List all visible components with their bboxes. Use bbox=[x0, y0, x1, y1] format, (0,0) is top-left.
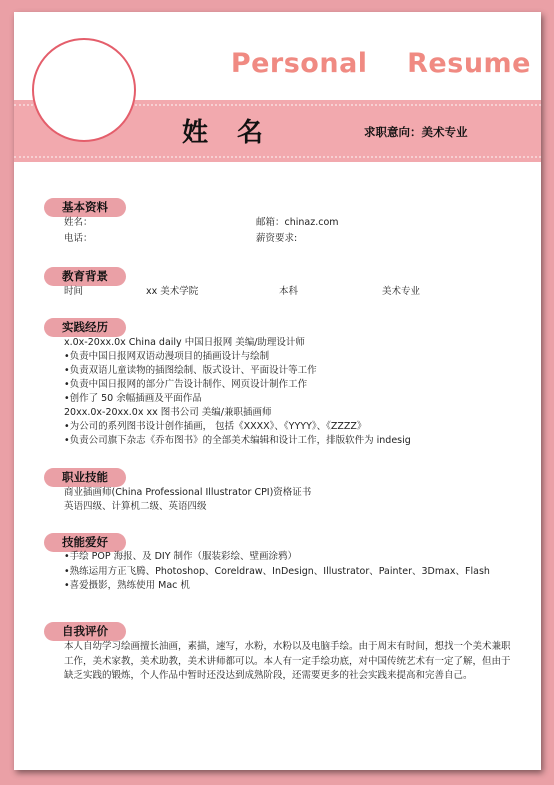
resume-page bbox=[14, 12, 541, 770]
job-objective: 求职意向：美术专业 bbox=[364, 125, 468, 139]
education-school: xx 美术学院 bbox=[146, 286, 199, 297]
candidate-name: 姓 名 bbox=[182, 118, 274, 148]
hobbies-line: •熟练运用方正飞腾、Photoshop、Coreldraw、InDesign、Illustrator、Painter、3Dmax、Flash bbox=[64, 566, 490, 577]
basic-email: 邮箱：chinaz.com bbox=[256, 217, 339, 228]
experience-line: •负责中国日报网的部分广告设计制作、网页设计制作工作 bbox=[64, 379, 308, 390]
basic-name-label: 姓名： bbox=[64, 217, 93, 228]
resume-title: Personal Resume bbox=[230, 48, 531, 79]
skills-line: 商业插画师(China Professional Illustrator CPI)资格证书 bbox=[64, 487, 312, 498]
banner-dotted-border-bottom bbox=[14, 156, 541, 158]
experience-line: •负责双语儿童读物的插图绘制、版式设计、平面设计等工作 bbox=[64, 365, 317, 376]
avatar-photo-frame bbox=[32, 38, 136, 142]
skills-line: 英语四级、计算机二级、英语四级 bbox=[64, 501, 207, 512]
experience-line: 20xx.0x-20xx.0x xx 图书公司 美编/兼职插画师 bbox=[64, 407, 272, 418]
experience-line: x.0x-20xx.0x China daily 中国日报网 美编/助理设计师 bbox=[64, 337, 305, 348]
experience-line: •负责公司旗下杂志《乔布图书》的全部美术编辑和设计工作，排版软件为 indesig bbox=[64, 435, 411, 446]
education-degree: 本科 bbox=[279, 286, 299, 297]
experience-line: •负责中国日报网双语动漫项目的插画设计与绘制 bbox=[64, 351, 270, 362]
section-heading-experience: 实践经历 bbox=[44, 318, 126, 337]
section-heading-skills: 职业技能 bbox=[44, 468, 126, 487]
hobbies-line: •喜爱摄影，熟练使用 Mac 机 bbox=[64, 580, 190, 591]
self-evaluation-text: 本人自幼学习绘画擅长油画，素描，速写，水粉，水粉以及电脑手绘。由于周末有时间，想找一个美术兼职工作，美术家教，美术助教，美术讲师都可以。本人有一定手绘功底，对中国传统艺术有一定了解，但由于缺乏实践的锻炼，个人作品中暂时还没达到成熟阶段，还需要更多的社会实践来提高和完善自己。 bbox=[64, 641, 511, 681]
basic-salary-label: 薪资要求: bbox=[256, 233, 298, 244]
hobbies-line: •手绘 POP 海报、及 DIY 制作（服装彩绘、壁画涂鸦） bbox=[64, 551, 298, 562]
section-heading-self-evaluation: 自我评价 bbox=[44, 622, 126, 641]
education-major: 美术专业 bbox=[382, 286, 421, 297]
education-time: 时间 bbox=[64, 286, 84, 297]
section-heading-basic: 基本资料 bbox=[44, 198, 126, 217]
basic-phone-label: 电话： bbox=[64, 233, 93, 244]
section-heading-education: 教育背景 bbox=[44, 267, 126, 286]
experience-line: •创作了 50 余幅插画及平面作品 bbox=[64, 393, 202, 404]
experience-line: •为公司的系列图书设计创作插画， 包括《XXXX》、《YYYY》、《ZZZZ》 bbox=[64, 421, 367, 432]
section-heading-hobbies: 技能爱好 bbox=[44, 533, 126, 552]
